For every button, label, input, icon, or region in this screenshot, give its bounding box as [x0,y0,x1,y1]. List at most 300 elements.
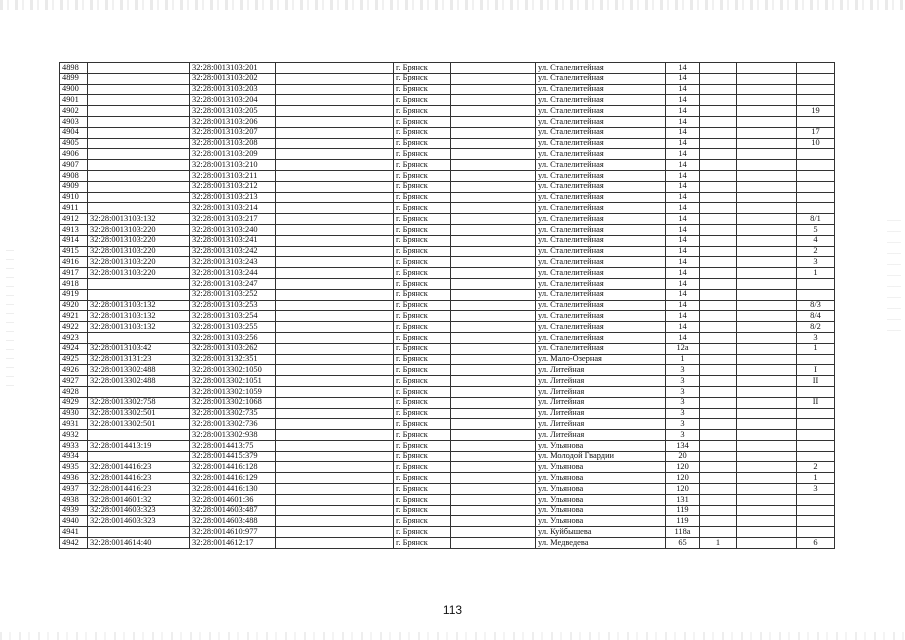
building-cell [700,343,737,354]
city-cell: г. Брянск [394,95,451,106]
street-cell: ул. Ульянова [536,484,666,495]
premises-number-cell [797,181,835,192]
house-number-cell: 14 [666,268,700,279]
source-cadastral-cell [88,138,190,149]
empty-cell [737,170,797,181]
empty-cell [276,203,394,214]
premises-number-cell [797,73,835,84]
table-row [60,278,835,289]
building-cell [700,95,737,106]
table-row [60,527,835,538]
premises-number-cell [797,192,835,203]
premises-number-cell: 8/4 [797,311,835,322]
city-cell: г. Брянск [394,73,451,84]
empty-cell [737,419,797,430]
table-row [60,494,835,505]
house-number-cell: 14 [666,160,700,171]
empty-cell [737,311,797,322]
street-cell: ул. Сталелитейная [536,257,666,268]
house-number-cell: 120 [666,484,700,495]
building-cell: 1 [700,538,737,549]
cadastral-number-cell: 32:28:0013103:241 [190,235,276,246]
city-cell: г. Брянск [394,332,451,343]
house-number-cell: 14 [666,289,700,300]
empty-cell [276,268,394,279]
street-cell: ул. Молодой Гвардии [536,451,666,462]
house-number-cell: 14 [666,322,700,333]
empty-cell [276,408,394,419]
empty-cell [451,149,536,160]
table-row [60,473,835,484]
empty-cell [737,322,797,333]
street-cell: ул. Сталелитейная [536,203,666,214]
source-cadastral-cell [88,527,190,538]
house-number-cell: 14 [666,73,700,84]
row-number-cell: 4933 [60,440,88,451]
empty-cell [451,527,536,538]
empty-cell [276,160,394,171]
empty-cell [737,203,797,214]
cadastral-number-cell: 32:28:0013103:214 [190,203,276,214]
table-row [60,95,835,106]
empty-cell [276,84,394,95]
premises-number-cell [797,451,835,462]
empty-cell [737,386,797,397]
building-cell [700,63,737,74]
city-cell: г. Брянск [394,343,451,354]
city-cell: г. Брянск [394,106,451,117]
empty-cell [276,386,394,397]
street-cell: ул. Ульянова [536,462,666,473]
empty-cell [451,300,536,311]
source-cadastral-cell: 32:28:0014601:32 [88,494,190,505]
cadastral-number-cell: 32:28:0014416:129 [190,473,276,484]
empty-cell [276,494,394,505]
building-cell [700,365,737,376]
empty-cell [276,397,394,408]
house-number-cell: 14 [666,235,700,246]
empty-cell [451,289,536,300]
table-row [60,149,835,160]
source-cadastral-cell [88,84,190,95]
street-cell: ул. Сталелитейная [536,224,666,235]
street-cell: ул. Литейная [536,419,666,430]
building-cell [700,322,737,333]
source-cadastral-cell: 32:28:0014413:19 [88,440,190,451]
empty-cell [276,419,394,430]
house-number-cell: 14 [666,332,700,343]
street-cell: ул. Куйбышева [536,527,666,538]
source-cadastral-cell: 32:28:0014416:23 [88,484,190,495]
empty-cell [737,160,797,171]
empty-cell [451,106,536,117]
empty-cell [276,322,394,333]
cadastral-number-cell: 32:28:0014610:977 [190,527,276,538]
scan-noise-top [0,0,905,10]
house-number-cell: 3 [666,386,700,397]
premises-number-cell: 3 [797,484,835,495]
empty-cell [276,516,394,527]
house-number-cell: 119 [666,505,700,516]
cadastral-number-cell: 32:28:0013103:203 [190,84,276,95]
empty-cell [737,451,797,462]
row-number-cell: 4939 [60,505,88,516]
table-row [60,127,835,138]
table-row [60,235,835,246]
row-number-cell: 4911 [60,203,88,214]
city-cell: г. Брянск [394,538,451,549]
source-cadastral-cell: 32:28:0014416:23 [88,473,190,484]
city-cell: г. Брянск [394,484,451,495]
premises-number-cell: 8/3 [797,300,835,311]
empty-cell [451,73,536,84]
source-cadastral-cell [88,203,190,214]
cadastral-number-cell: 32:28:0013103:242 [190,246,276,257]
empty-cell [451,224,536,235]
city-cell: г. Брянск [394,224,451,235]
empty-cell [451,473,536,484]
cadastral-number-cell: 32:28:0013103:244 [190,268,276,279]
empty-cell [451,322,536,333]
street-cell: ул. Литейная [536,397,666,408]
source-cadastral-cell: 32:28:0013103:42 [88,343,190,354]
city-cell: г. Брянск [394,322,451,333]
cadastral-number-cell: 32:28:0013103:204 [190,95,276,106]
house-number-cell: 14 [666,106,700,117]
street-cell: ул. Сталелитейная [536,343,666,354]
empty-cell [451,160,536,171]
street-cell: ул. Сталелитейная [536,235,666,246]
empty-cell [737,63,797,74]
city-cell: г. Брянск [394,473,451,484]
city-cell: г. Брянск [394,516,451,527]
cadastral-number-cell: 32:28:0013302:1050 [190,365,276,376]
city-cell: г. Брянск [394,203,451,214]
house-number-cell: 14 [666,246,700,257]
street-cell: ул. Ульянова [536,505,666,516]
street-cell: ул. Сталелитейная [536,322,666,333]
empty-cell [451,246,536,257]
empty-cell [451,116,536,127]
house-number-cell: 14 [666,84,700,95]
empty-cell [451,127,536,138]
street-cell: ул. Сталелитейная [536,311,666,322]
empty-cell [276,440,394,451]
row-number-cell: 4921 [60,311,88,322]
source-cadastral-cell [88,289,190,300]
house-number-cell: 14 [666,127,700,138]
empty-cell [737,473,797,484]
empty-cell [737,397,797,408]
source-cadastral-cell: 32:28:0013302:758 [88,397,190,408]
street-cell: ул. Сталелитейная [536,181,666,192]
cadastral-number-cell: 32:28:0013103:208 [190,138,276,149]
row-number-cell: 4934 [60,451,88,462]
table-row [60,440,835,451]
street-cell: ул. Литейная [536,408,666,419]
table-row [60,332,835,343]
row-number-cell: 4940 [60,516,88,527]
table-row [60,451,835,462]
empty-cell [276,149,394,160]
house-number-cell: 131 [666,494,700,505]
city-cell: г. Брянск [394,138,451,149]
street-cell: ул. Сталелитейная [536,127,666,138]
street-cell: ул. Медведева [536,538,666,549]
empty-cell [451,451,536,462]
cadastral-number-cell: 32:28:0014413:75 [190,440,276,451]
empty-cell [451,311,536,322]
table-row [60,354,835,365]
cadastral-number-cell: 32:28:0013103:255 [190,322,276,333]
premises-number-cell [797,494,835,505]
empty-cell [737,235,797,246]
empty-cell [737,408,797,419]
cadastral-number-cell: 32:28:0013302:938 [190,430,276,441]
building-cell [700,138,737,149]
street-cell: ул. Сталелитейная [536,160,666,171]
street-cell: ул. Сталелитейная [536,278,666,289]
house-number-cell: 20 [666,451,700,462]
table-row [60,505,835,516]
cadastral-number-cell: 32:28:0013103:253 [190,300,276,311]
house-number-cell: 3 [666,365,700,376]
source-cadastral-cell: 32:28:0013302:488 [88,376,190,387]
empty-cell [737,527,797,538]
city-cell: г. Брянск [394,376,451,387]
cadastral-number-cell: 32:28:0014603:488 [190,516,276,527]
table-row [60,322,835,333]
empty-cell [276,538,394,549]
table-row [60,397,835,408]
city-cell: г. Брянск [394,505,451,516]
building-cell [700,354,737,365]
empty-cell [737,116,797,127]
source-cadastral-cell [88,95,190,106]
row-number-cell: 4927 [60,376,88,387]
empty-cell [737,462,797,473]
table-row [60,343,835,354]
cadastral-number-cell: 32:28:0013103:217 [190,214,276,225]
building-cell [700,73,737,84]
table-row [60,386,835,397]
city-cell: г. Брянск [394,214,451,225]
house-number-cell: 12a [666,343,700,354]
house-number-cell: 119 [666,516,700,527]
empty-cell [451,484,536,495]
empty-cell [276,73,394,84]
row-number-cell: 4935 [60,462,88,473]
street-cell: ул. Литейная [536,430,666,441]
empty-cell [451,214,536,225]
table-row [60,160,835,171]
row-number-cell: 4926 [60,365,88,376]
house-number-cell: 118a [666,527,700,538]
row-number-cell: 4938 [60,494,88,505]
cadastral-number-cell: 32:28:0013103:212 [190,181,276,192]
row-number-cell: 4920 [60,300,88,311]
source-cadastral-cell: 32:28:0013302:501 [88,408,190,419]
street-cell: ул. Сталелитейная [536,84,666,95]
empty-cell [737,127,797,138]
source-cadastral-cell [88,127,190,138]
city-cell: г. Брянск [394,181,451,192]
empty-cell [451,462,536,473]
row-number-cell: 4937 [60,484,88,495]
premises-number-cell: 3 [797,332,835,343]
premises-number-cell: II [797,397,835,408]
building-cell [700,494,737,505]
source-cadastral-cell: 32:28:0013103:220 [88,268,190,279]
empty-cell [276,354,394,365]
city-cell: г. Брянск [394,289,451,300]
house-number-cell: 14 [666,170,700,181]
house-number-cell: 14 [666,203,700,214]
table-row [60,224,835,235]
street-cell: ул. Сталелитейная [536,268,666,279]
cadastral-number-cell: 32:28:0014601:36 [190,494,276,505]
cadastral-number-cell: 32:28:0013103:202 [190,73,276,84]
table-row [60,365,835,376]
city-cell: г. Брянск [394,160,451,171]
cadastral-number-cell: 32:28:0013302:736 [190,419,276,430]
empty-cell [276,505,394,516]
city-cell: г. Брянск [394,235,451,246]
empty-cell [737,192,797,203]
premises-number-cell [797,278,835,289]
empty-cell [737,181,797,192]
row-number-cell: 4925 [60,354,88,365]
building-cell [700,214,737,225]
empty-cell [737,73,797,84]
empty-cell [276,462,394,473]
empty-cell [276,430,394,441]
city-cell: г. Брянск [394,116,451,127]
source-cadastral-cell [88,116,190,127]
cadastral-number-cell: 32:28:0013103:240 [190,224,276,235]
empty-cell [737,214,797,225]
building-cell [700,257,737,268]
row-number-cell: 4912 [60,214,88,225]
premises-number-cell: I [797,365,835,376]
house-number-cell: 65 [666,538,700,549]
building-cell [700,127,737,138]
empty-cell [276,289,394,300]
street-cell: ул. Сталелитейная [536,300,666,311]
premises-number-cell [797,149,835,160]
row-number-cell: 4909 [60,181,88,192]
empty-cell [451,268,536,279]
street-cell: ул. Сталелитейная [536,289,666,300]
row-number-cell: 4941 [60,527,88,538]
empty-cell [276,224,394,235]
city-cell: г. Брянск [394,278,451,289]
city-cell: г. Брянск [394,354,451,365]
source-cadastral-cell: 32:28:0013103:132 [88,214,190,225]
cadastral-number-cell: 32:28:0013103:256 [190,332,276,343]
street-cell: ул. Сталелитейная [536,246,666,257]
street-cell: ул. Ульянова [536,440,666,451]
row-number-cell: 4923 [60,332,88,343]
cadastral-number-cell: 32:28:0013302:1051 [190,376,276,387]
building-cell [700,246,737,257]
cadastral-number-cell: 32:28:0013103:201 [190,63,276,74]
street-cell: ул. Сталелитейная [536,214,666,225]
premises-number-cell: 4 [797,235,835,246]
premises-number-cell [797,116,835,127]
empty-cell [737,84,797,95]
source-cadastral-cell [88,170,190,181]
building-cell [700,332,737,343]
empty-cell [451,84,536,95]
empty-cell [276,527,394,538]
building-cell [700,289,737,300]
empty-cell [737,289,797,300]
source-cadastral-cell: 32:28:0014603:323 [88,505,190,516]
house-number-cell: 14 [666,192,700,203]
empty-cell [451,386,536,397]
table-row [60,430,835,441]
source-cadastral-cell [88,160,190,171]
street-cell: ул. Сталелитейная [536,192,666,203]
building-cell [700,224,737,235]
building-cell [700,235,737,246]
source-cadastral-cell: 32:28:0013103:132 [88,311,190,322]
house-number-cell: 1 [666,354,700,365]
city-cell: г. Брянск [394,170,451,181]
building-cell [700,192,737,203]
empty-cell [276,311,394,322]
street-cell: ул. Сталелитейная [536,149,666,160]
empty-cell [737,138,797,149]
scan-noise-right [887,220,901,340]
row-number-cell: 4930 [60,408,88,419]
premises-number-cell: 2 [797,246,835,257]
table-row [60,376,835,387]
empty-cell [737,440,797,451]
table-row [60,214,835,225]
page-number: 113 [442,603,463,617]
house-number-cell: 120 [666,473,700,484]
city-cell: г. Брянск [394,419,451,430]
row-number-cell: 4932 [60,430,88,441]
source-cadastral-cell: 32:28:0013103:132 [88,322,190,333]
source-cadastral-cell [88,386,190,397]
street-cell: ул. Мало-Озерная [536,354,666,365]
table-row [60,462,835,473]
premises-number-cell: 8/1 [797,214,835,225]
empty-cell [451,505,536,516]
house-number-cell: 14 [666,311,700,322]
empty-cell [737,332,797,343]
empty-cell [276,138,394,149]
house-number-cell: 14 [666,257,700,268]
house-number-cell: 14 [666,214,700,225]
table-row [60,516,835,527]
empty-cell [276,106,394,117]
row-number-cell: 4907 [60,160,88,171]
empty-cell [276,95,394,106]
house-number-cell: 3 [666,430,700,441]
source-cadastral-cell [88,192,190,203]
empty-cell [737,278,797,289]
house-number-cell: 14 [666,300,700,311]
building-cell [700,386,737,397]
premises-number-cell: 5 [797,224,835,235]
premises-number-cell [797,289,835,300]
city-cell: г. Брянск [394,386,451,397]
city-cell: г. Брянск [394,63,451,74]
